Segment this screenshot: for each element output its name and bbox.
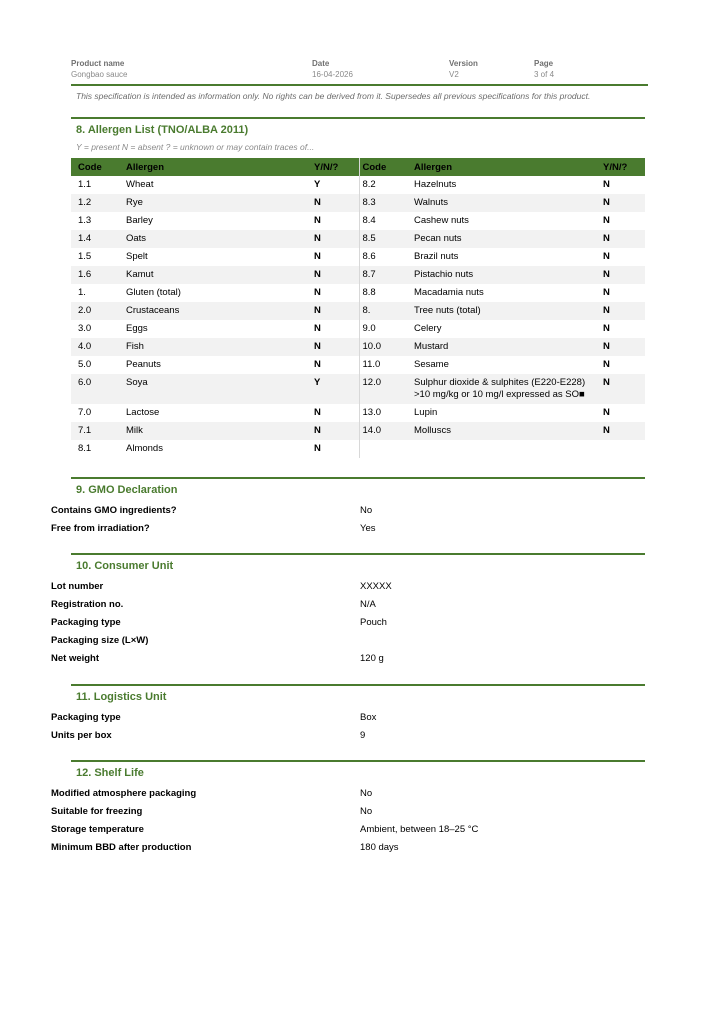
- allergen-row: [71, 266, 645, 284]
- allergen-code: 8.8: [362, 287, 376, 298]
- allergen-code: 8.5: [359, 230, 407, 248]
- allergen-name: Pecan nuts: [407, 230, 596, 248]
- allergen-code: 5.0: [78, 359, 92, 370]
- allergen-presence: Y: [307, 374, 359, 404]
- allergen-presence: N: [596, 230, 645, 248]
- section-divider: [71, 684, 645, 686]
- product-name-field: [71, 58, 128, 80]
- allergen-code: 1.4: [71, 230, 119, 248]
- allergen-presence: N: [603, 359, 610, 370]
- allergen-code: 9.0: [362, 323, 376, 334]
- allergen-code: 1.: [78, 287, 86, 298]
- allergen-name: Lupin: [414, 407, 438, 418]
- allergen-code: 1.6: [71, 266, 119, 284]
- kv-label: Packaging size (L×W): [51, 635, 149, 646]
- allergen-presence: N: [603, 287, 610, 298]
- allergen-row: [71, 302, 645, 320]
- allergen-presence: N: [307, 356, 359, 374]
- allergen-presence: N: [307, 422, 359, 440]
- kv-value: N/A: [360, 599, 376, 610]
- yn-header: Y/N/?: [596, 158, 645, 176]
- kv-label: Net weight: [51, 653, 100, 664]
- kv-label: Free from irradiation?: [51, 523, 150, 534]
- code-header: Code: [359, 158, 407, 176]
- allergen-code: 1.3: [78, 215, 92, 226]
- allergen-row: [71, 230, 645, 248]
- allergen-code: 10.0: [359, 338, 407, 356]
- allergen-code: 13.0: [362, 407, 381, 418]
- disclaimer-text: This specification is intended as information only. No rights can be derived from it. Supersedes all previous specifications for this product.: [76, 91, 591, 101]
- allergen-code: 6.0: [71, 374, 119, 404]
- allergen-name: Macadamia nuts: [414, 287, 484, 298]
- kv-value: 120 g: [360, 653, 384, 664]
- allergen-row: [71, 404, 645, 422]
- allergen-code: 8.6: [362, 251, 376, 262]
- allergen-code: 1.2: [71, 194, 119, 212]
- kv-value: No: [360, 788, 373, 799]
- kv-value: No: [360, 806, 373, 817]
- allergen-name: Oats: [119, 230, 307, 248]
- document-header: [71, 58, 648, 86]
- allergen-code: 7.1: [71, 422, 119, 440]
- kv-label: Packaging type: [51, 712, 121, 723]
- allergen-presence: N: [307, 302, 359, 320]
- allergen-presence: N: [307, 338, 359, 356]
- kv-value: No: [360, 505, 373, 516]
- allergen-row: [71, 356, 645, 374]
- allergen-name: Gluten (total): [126, 287, 181, 298]
- allergen-presence: N: [603, 251, 610, 262]
- allergen-presence: N: [603, 407, 610, 418]
- allergen-name: Soya: [119, 374, 307, 404]
- allergen-row: [71, 194, 645, 212]
- allergen-name: Brazil nuts: [414, 251, 459, 262]
- allergen-presence: N: [596, 194, 645, 212]
- allergen-presence: N: [307, 194, 359, 212]
- allergen-presence: N: [307, 284, 359, 302]
- allergen-name: Molluscs: [407, 422, 596, 440]
- kv-value: Pouch: [360, 617, 387, 628]
- section-divider: [71, 553, 645, 555]
- date-value: 16-04-2026: [312, 70, 353, 79]
- kv-label: Contains GMO ingredients?: [51, 505, 177, 516]
- allergen-name: Milk: [119, 422, 307, 440]
- logistics-section-title: 11. Logistics Unit: [76, 691, 167, 703]
- allergen-name: Wheat: [126, 179, 154, 190]
- allergen-code: 8.2: [362, 179, 376, 190]
- allergen-table-header: [71, 158, 645, 176]
- allergen-presence: N: [596, 422, 645, 440]
- allergen-name: Crustaceans: [119, 302, 307, 320]
- allergen-code: 1.5: [78, 251, 92, 262]
- version-field: [449, 58, 478, 80]
- product-name-label: Product name: [71, 59, 125, 68]
- allergen-name: Celery: [414, 323, 442, 334]
- section-divider: [71, 117, 645, 119]
- allergen-name: Walnuts: [407, 194, 596, 212]
- allergen-name: Barley: [126, 215, 153, 226]
- kv-value: XXXXX: [360, 581, 392, 592]
- allergen-code: 8.: [359, 302, 407, 320]
- allergen-name: Hazelnuts: [414, 179, 457, 190]
- kv-label: Registration no.: [51, 599, 124, 610]
- section-divider: [71, 477, 645, 479]
- kv-label: Suitable for freezing: [51, 806, 143, 817]
- allergen-presence: N: [596, 266, 645, 284]
- allergen-name: [407, 440, 596, 458]
- consumer-section-title: 10. Consumer Unit: [76, 560, 174, 572]
- allergen-name: Peanuts: [126, 359, 161, 370]
- allergen-code: 12.0: [359, 374, 407, 404]
- kv-value: Ambient, between 18–25 °C: [360, 824, 479, 835]
- allergen-presence: N: [307, 440, 359, 458]
- date-field: [312, 58, 353, 80]
- kv-label: Lot number: [51, 581, 104, 592]
- allergen-name: Fish: [119, 338, 307, 356]
- allergen-presence: N: [307, 320, 359, 338]
- page-value: 3 of 4: [534, 70, 555, 79]
- allergen-name: Kamut: [119, 266, 307, 284]
- allergen-code: 14.0: [359, 422, 407, 440]
- yn-header: Y/N/?: [307, 158, 359, 176]
- date-label: Date: [312, 59, 330, 68]
- allergen-code: 7.0: [78, 407, 92, 418]
- allergen-code: 8.1: [78, 443, 92, 454]
- kv-value: 180 days: [360, 842, 399, 853]
- kv-label: Units per box: [51, 730, 112, 741]
- allergen-code: 1.1: [78, 179, 92, 190]
- allergen-row: [71, 176, 645, 194]
- shelf-life-section-title: 12. Shelf Life: [76, 767, 144, 779]
- kv-label: Minimum BBD after production: [51, 842, 192, 853]
- allergen-presence: N: [603, 215, 610, 226]
- allergen-presence: [596, 440, 645, 458]
- version-label: Version: [449, 59, 478, 68]
- allergen-name: Almonds: [126, 443, 163, 454]
- allergen-code: 8.7: [359, 266, 407, 284]
- kv-value: Box: [360, 712, 377, 723]
- allergen-presence: N: [307, 230, 359, 248]
- allergen-name: Lactose: [126, 407, 160, 418]
- allergen-name: Mustard: [407, 338, 596, 356]
- allergen-presence: N: [596, 338, 645, 356]
- allergen-name: Sesame: [414, 359, 449, 370]
- allergen-row: [71, 440, 645, 458]
- version-value: V2: [449, 70, 459, 79]
- allergen-section-title: 8. Allergen List (TNO/ALBA 2011): [76, 124, 249, 136]
- gmo-section-title: 9. GMO Declaration: [76, 484, 178, 496]
- allergen-header: Allergen: [407, 158, 596, 176]
- page-label: Page: [534, 59, 554, 68]
- allergen-presence: N: [307, 266, 359, 284]
- allergen-code: [359, 440, 407, 458]
- kv-label: Storage temperature: [51, 824, 144, 835]
- allergen-row: [71, 374, 645, 404]
- allergen-code: 4.0: [71, 338, 119, 356]
- allergen-name: Sulphur dioxide & sulphites (E220-E228) >10 mg/kg or 10 mg/l expressed as SO■: [407, 374, 596, 404]
- allergen-code: 8.3: [359, 194, 407, 212]
- allergen-header: Allergen: [119, 158, 307, 176]
- kv-label: Modified atmosphere packaging: [51, 788, 197, 799]
- allergen-row: [71, 338, 645, 356]
- allergen-name: Cashew nuts: [414, 215, 469, 226]
- section-divider: [71, 760, 645, 762]
- allergen-presence: N: [596, 302, 645, 320]
- allergen-name: Spelt: [126, 251, 148, 262]
- allergen-presence: N: [307, 248, 359, 266]
- allergen-presence: N: [603, 323, 610, 334]
- allergen-legend: Y = present N = absent ? = unknown or may contain traces of...: [76, 142, 315, 152]
- allergen-presence: N: [596, 374, 645, 404]
- allergen-table: [71, 158, 645, 458]
- allergen-code: 8.4: [362, 215, 376, 226]
- allergen-name: Rye: [119, 194, 307, 212]
- allergen-presence: N: [307, 212, 359, 230]
- allergen-row: [71, 284, 645, 302]
- page-field: [534, 58, 554, 80]
- allergen-name: Eggs: [126, 323, 148, 334]
- kv-value: 9: [360, 730, 366, 741]
- allergen-code: 2.0: [71, 302, 119, 320]
- allergen-name: Pistachio nuts: [407, 266, 596, 284]
- allergen-row: [71, 422, 645, 440]
- allergen-name: Tree nuts (total): [407, 302, 596, 320]
- code-header: Code: [71, 158, 119, 176]
- kv-label: Packaging type: [51, 617, 121, 628]
- allergen-code: 11.0: [362, 359, 381, 370]
- allergen-presence: N: [603, 179, 610, 190]
- allergen-row: [71, 320, 645, 338]
- allergen-presence: Y: [307, 176, 359, 194]
- kv-value: Yes: [360, 523, 376, 534]
- allergen-code: 3.0: [78, 323, 92, 334]
- product-name-value: Gongbao sauce: [71, 70, 128, 79]
- allergen-presence: N: [307, 404, 359, 422]
- allergen-row: [71, 212, 645, 230]
- allergen-row: [71, 248, 645, 266]
